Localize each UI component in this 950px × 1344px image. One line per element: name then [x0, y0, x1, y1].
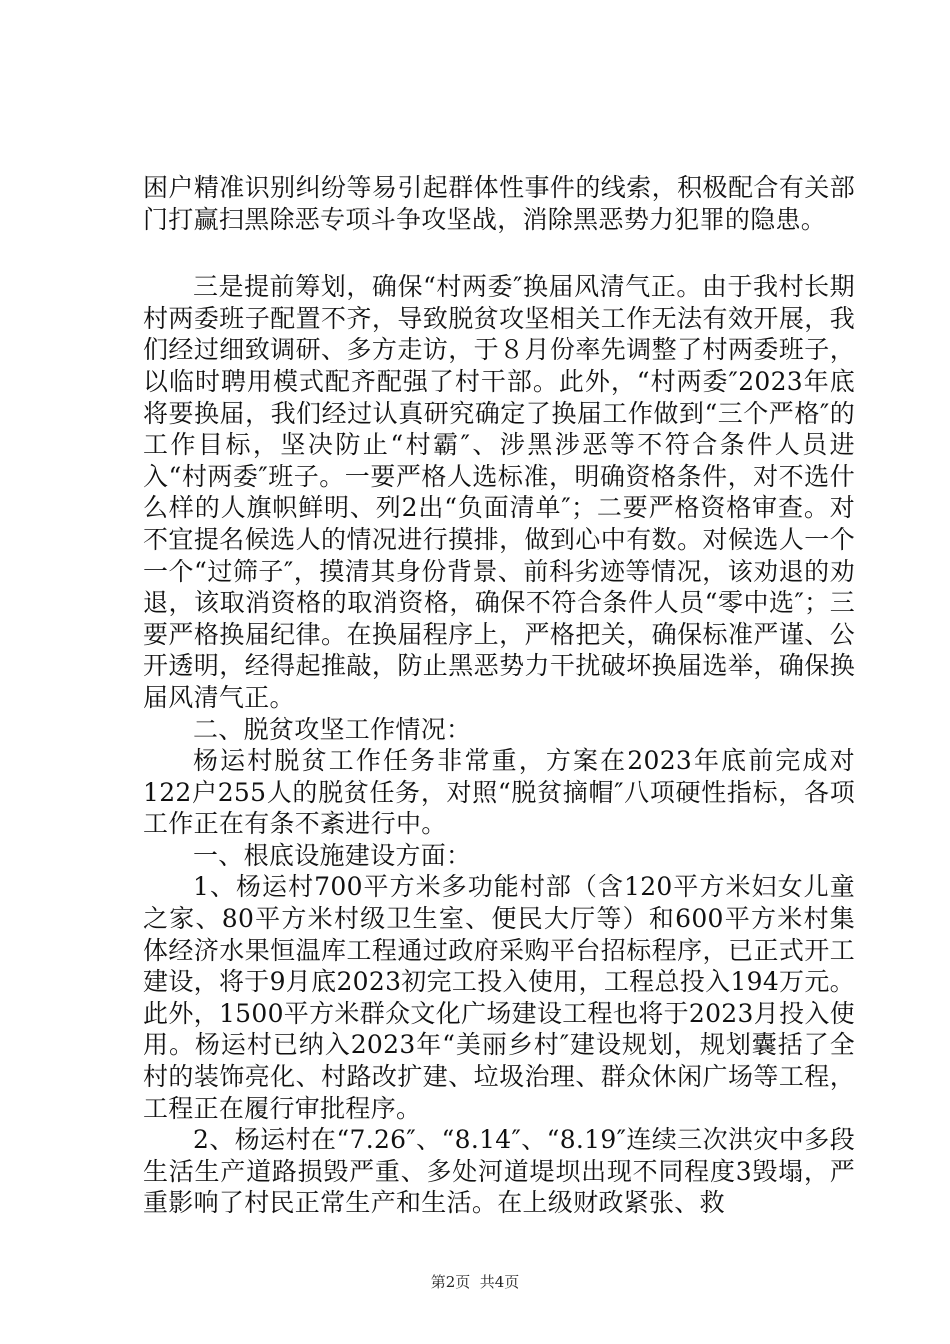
paragraph-infrastructure-1: 1、杨运村700平方米多功能村部（含120平方米妇女儿童之家、80平方米村级卫生室、便民大厅等）和600平方米村集体经济水果恒温库工程通过政府采购平台招标程序，已正式开工建设，将于9月底2023初完工投入使用，工程总投入194万元。此外，1500平方米群众文化广场建设工程也将于2023月投入使用。杨运村已纳入2023年“美丽乡村″建设规划，规划囊括了全村的装饰亮化、村路改扩建、垃圾治理、群众休闲广场等工程，工程正在履行审批程序。: [143, 872, 855, 1123]
paragraph-continuation: 困户精准识别纠纷等易引起群体性事件的线索，积极配合有关部门打赢扫黑除恶专项斗争攻坚战，消除黑恶势力犯罪的隐患。: [143, 173, 855, 234]
section-heading-poverty: 二、脱贫攻坚工作情况：: [193, 714, 472, 744]
section-heading-infrastructure: 一、根底设施建设方面：: [193, 840, 472, 870]
paragraph-infrastructure-2: 2、杨运村在“7.26″、“8.14″、“8.19″连续三次洪灾中多段生活生产道路损毁严重、多处河道堤坝出现不同程度3毁塌，严重影响了村民正常生产和生活。在上级财政紧张、救: [143, 1125, 855, 1218]
document-body: [143, 172, 855, 1219]
page-footer: [0, 1271, 950, 1292]
paragraph-poverty-task: 杨运村脱贫工作任务非常重，方案在2023年底前完成对122户255人的脱贫任务，对照“脱贫摘帽″八项硬性指标，各项工作正在有条不紊进行中。: [143, 746, 855, 839]
page-number: 第2页 共4页: [430, 1273, 520, 1291]
paragraph-election: 三是提前筹划，确保“村两委″换届风清气正。由于我村长期村两委班子配置不齐，导致脱贫攻坚相关工作无法有效开展，我们经过细致调研、多方走访，于８月份率先调整了村两委班子，以临时聘用模式配齐配强了村干部。此外，“村两委″2023年底将要换届，我们经过认真研究确定了换届工作做到“三个严格″的工作目标，坚决防止“村霸″、涉黑涉恶等不符合条件人员进入“村两委″班子。一要严格人选标准，明确资格条件，对不选什么样的人旗帜鲜明、列2出“负面清单″；二要严格资格审查。对不宜提名候选人的情况进行摸排，做到心中有数。对候选人一个一个“过筛子″，摸清其身份背景、前科劣迹等情况，该劝退的劝退，该取消资格的取消资格，确保不符合条件人员“零中选″；三要严格换届纪律。在换届程序上，严格把关，确保标准严谨、公开透明，经得起推敲，防止黑恶势力干扰破坏换届选举，确保换届风清气正。: [143, 272, 855, 712]
